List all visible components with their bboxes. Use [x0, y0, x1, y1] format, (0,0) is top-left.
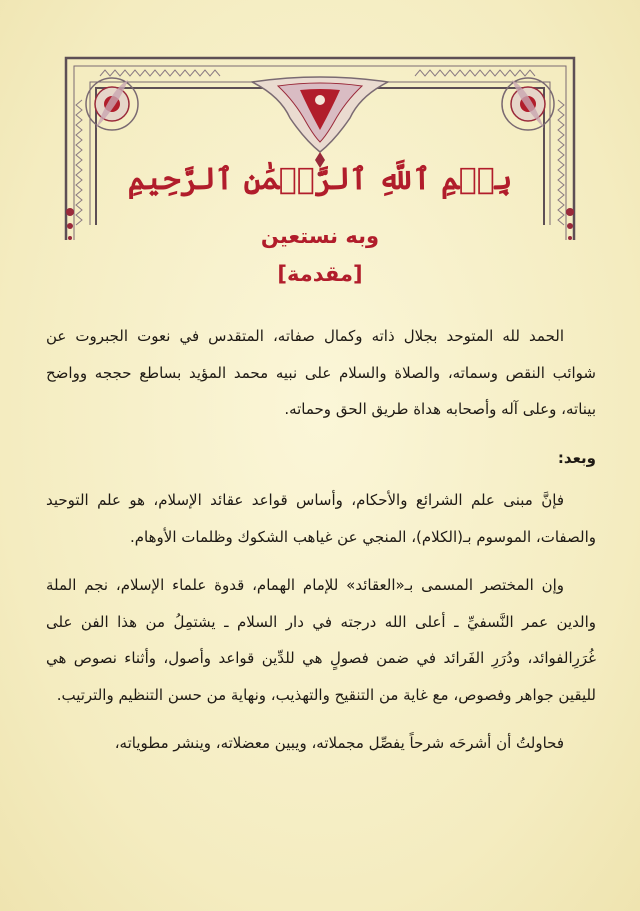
- corner-ornament-right: [502, 78, 554, 130]
- section-title: [مقدمة]: [277, 262, 363, 286]
- paragraph-sharh: فحاولتُ أن أشرحَه شرحاً يفصِّل مجملاته، ويبين معضلاته، وينشر مطوياته،: [114, 734, 564, 752]
- paragraph-kalam: فإنَّ مبنى علم الشرائع والأحكام، وأساس قواعد عقائد الإسلام، هو علم التوحيد والصفات، الموسوم بـ(الكلام)، المنجي عن غياهب الشكوك وظلمات الأوهام.: [46, 491, 596, 546]
- corner-ornament-left: [86, 78, 138, 130]
- paragraph-aqaid: وإن المختصر المسمى بـ«العقائد» للإمام الهمام، قدوة علماء الإسلام، نجم الملة والدين عمر النَّسفيِّ ـ أعلى الله درجته في دار السلام ـ يشتمِلُ من هذا الفن على غُرَرِالفوائد، ودُرَرِ الفَرائد في ضمن فصولٍ هي للدِّين قواعد وأصول، وأثناء نصوص هي لليقين جواهر وفصوص، مع غاية من التنقيح والتهذيب، ونهاية من حسن التنظيم والترتيب.: [46, 576, 596, 704]
- body-text: [46, 318, 596, 774]
- ornamental-frame-icon: [0, 0, 640, 260]
- basmala: بِسۡمِ ٱللَّهِ ٱلرَّحۡمَٰنِ ٱلرَّحِيمِ: [127, 162, 513, 197]
- subtitle: وبه نستعين: [260, 224, 380, 248]
- paragraph-intro: الحمد لله المتوحد بجلال ذاته وكمال صفاته، المتقدس في نعوت الجبروت عن شوائب النقص وسماته، والصلاة والسلام على نبيه محمد المؤيد بساطع حججه وواضح بيناته، وعلى آله وأصحابه هداة طريق الحق وحماته.: [46, 327, 596, 418]
- paragraph-label: وبعد:: [557, 448, 596, 467]
